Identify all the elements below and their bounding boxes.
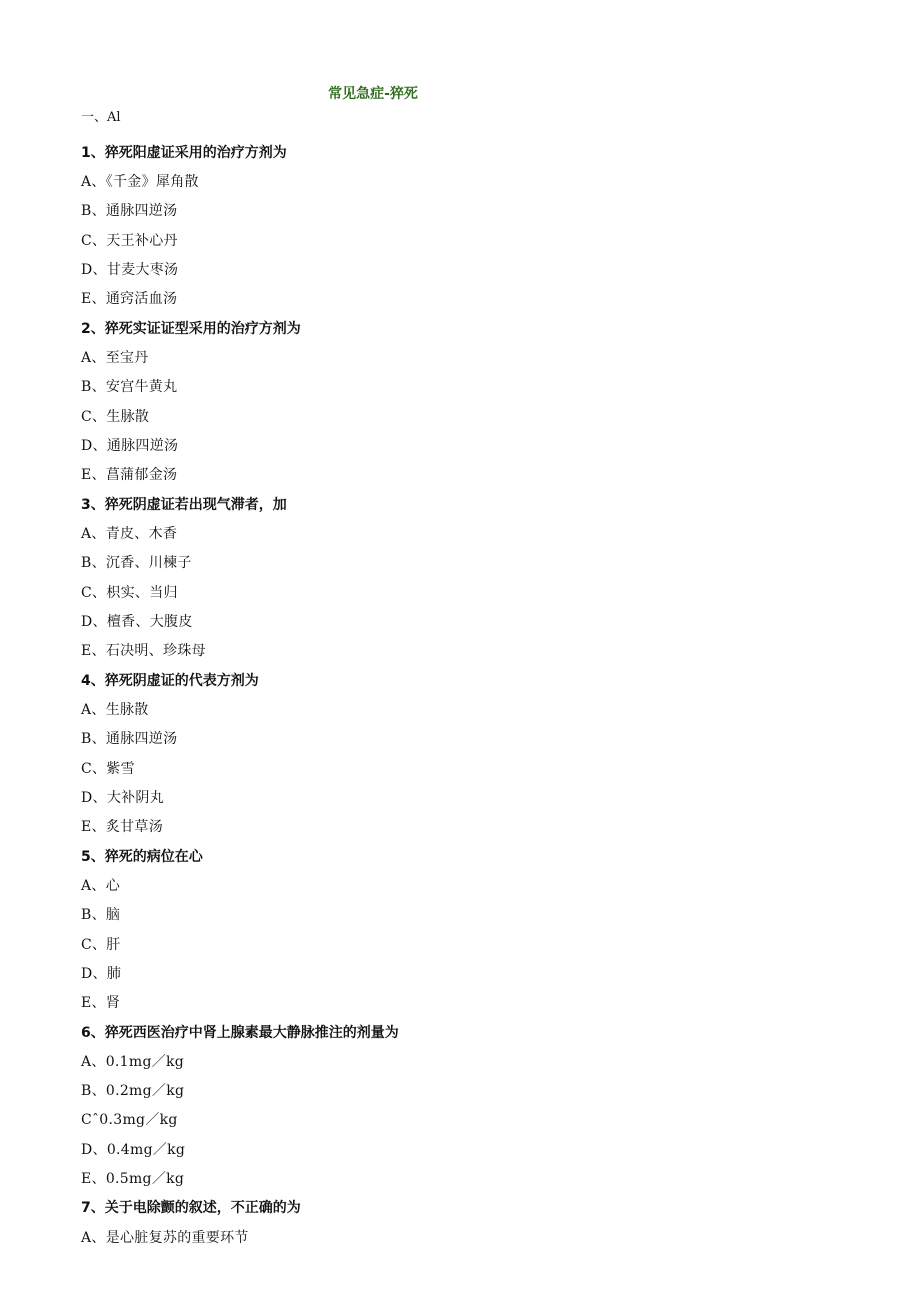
question-stem: 5、猝死的病位在心 bbox=[81, 848, 203, 865]
answer-option: E、通窍活血汤 bbox=[81, 291, 178, 308]
answer-option: C、生脉散 bbox=[81, 408, 150, 425]
answer-option: E、0.5mg／kg bbox=[81, 1171, 185, 1188]
question-stem: 4、猝死阴虚证的代表方剂为 bbox=[81, 672, 259, 689]
answer-option: D、大补阴丸 bbox=[81, 789, 165, 806]
answer-option: B、脑 bbox=[81, 907, 121, 924]
question-stem: 7、关于电除颤的叙述，不正确的为 bbox=[81, 1200, 301, 1217]
answer-option: C、紫雪 bbox=[81, 760, 135, 777]
answer-option: C、枳实、当归 bbox=[81, 584, 178, 601]
question-stem: 1、猝死阳虚证采用的治疗方剂为 bbox=[81, 144, 287, 161]
section-heading: 一、Al bbox=[81, 110, 121, 125]
question-stem: 3、猝死阴虚证若出现气滞者，加 bbox=[81, 496, 287, 513]
answer-option: B、沉香、川楝子 bbox=[81, 555, 192, 572]
answer-option: A、心 bbox=[81, 877, 121, 894]
page-title: 常见急症-猝死 bbox=[328, 86, 418, 102]
answer-option: E、菖蒲郁金汤 bbox=[81, 467, 178, 484]
question-stem: 6、猝死西医治疗中肾上腺素最大静脉推注的剂量为 bbox=[81, 1024, 399, 1041]
answer-option: B、通脉四逆汤 bbox=[81, 203, 178, 220]
answer-option: E、炙甘草汤 bbox=[81, 819, 164, 836]
answer-option: A、至宝丹 bbox=[81, 349, 149, 366]
answer-option: D、通脉四逆汤 bbox=[81, 437, 179, 454]
answer-option: Cˆ0.3mg／kg bbox=[81, 1112, 178, 1129]
answer-option: B、安宫牛黄丸 bbox=[81, 379, 178, 396]
answer-option: A、生脉散 bbox=[81, 701, 149, 718]
answer-option: D、甘麦大枣汤 bbox=[81, 261, 179, 278]
answer-option: D、0.4mg／kg bbox=[81, 1141, 186, 1158]
answer-option: D、肺 bbox=[81, 965, 122, 982]
answer-option: A、0.1mg／kg bbox=[81, 1053, 185, 1070]
answer-option: B、0.2mg／kg bbox=[81, 1083, 185, 1100]
answer-option: A、《千金》犀角散 bbox=[81, 173, 199, 190]
answer-option: A、是心脏复苏的重要环节 bbox=[81, 1229, 249, 1246]
question-list bbox=[81, 137, 861, 1251]
question-stem: 2、猝死实证证型采用的治疗方剂为 bbox=[81, 320, 301, 337]
answer-option: E、石决明、珍珠母 bbox=[81, 643, 206, 660]
answer-option: D、檀香、大腹皮 bbox=[81, 613, 193, 630]
answer-option: C、天王补心丹 bbox=[81, 232, 178, 249]
answer-option: B、通脉四逆汤 bbox=[81, 731, 178, 748]
answer-option: C、肝 bbox=[81, 936, 121, 953]
answer-option: E、肾 bbox=[81, 995, 121, 1012]
answer-option: A、青皮、木香 bbox=[81, 525, 178, 542]
